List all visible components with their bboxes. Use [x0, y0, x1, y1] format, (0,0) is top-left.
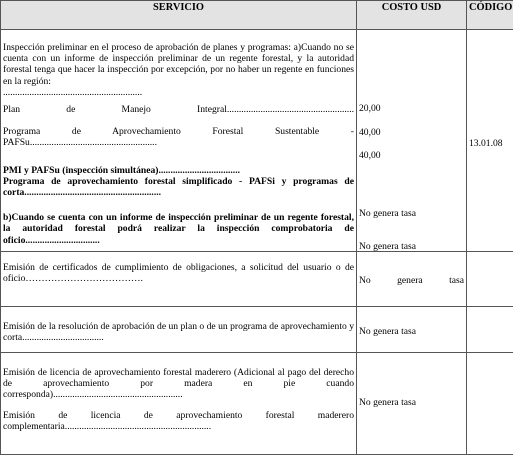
- resolucion-label: Emisión de la resolución de aprobación de un plan o de un programa de aprovechamiento y corta..................................: [3, 321, 354, 343]
- programa-label: Programa de Aprovechamiento Forestal Sustentable - PAFSu.....................................................: [3, 126, 354, 148]
- cost-first: 20,00: [359, 103, 381, 114]
- licencia-label: Emisión de licencia de aprovechamiento forestal maderero (Adicional al pago del derecho de aprovechamiento por madera en pie cuando corresponda)......................................................: [3, 367, 354, 401]
- service-code: 13.01.08: [469, 138, 503, 149]
- regente-informe-label: b)Cuando se cuenta con un informe de inspección preliminar de un regente forestal, la autoridad forestal podrá realizar la inspección comprobatoria de oficio...............................: [3, 212, 354, 246]
- service-cell: [1, 252, 357, 307]
- cost-cell: [357, 30, 467, 252]
- code-cell: [467, 30, 513, 252]
- inspection-intro-dots: ..........................................................: [3, 87, 183, 98]
- service-cell: [1, 307, 357, 353]
- service-cell: [1, 30, 357, 252]
- cost-cell: [357, 252, 467, 307]
- service-cell: [1, 353, 357, 455]
- code-cell: [467, 353, 513, 455]
- pmi-label: PMI y PAFSu (inspección simultánea)..................................: [3, 165, 354, 176]
- cost-cell: [357, 307, 467, 353]
- plan-manejo-label: Plan de Manejo Integral.....................................................: [3, 104, 354, 115]
- code-cell: [467, 307, 513, 353]
- licencia-complementaria-label: Emisión de licencia de aprovechamiento forestal maderero complementaria.............................................................: [3, 410, 354, 432]
- header-codigo: CÓDIGO: [467, 1, 513, 30]
- cost-cell: [357, 353, 467, 455]
- resolucion-cost: No genera tasa: [359, 326, 464, 337]
- cost-pafsi: No genera tasa: [359, 208, 416, 219]
- pafsi-label: Programa de aprovechamiento forestal simplificado - PAFSi y programas de corta.........................................................: [3, 176, 354, 198]
- table-header-row: [1, 1, 513, 30]
- header-servicio: SERVICIO: [1, 1, 357, 30]
- certificados-label: Emisión de certificados de cumplimiento de obligaciones, a solicitud del usuario o de oficio……………………………….: [3, 262, 354, 284]
- header-costo: COSTO USD: [357, 1, 467, 30]
- licencia-cost: No genera tasa: [359, 397, 464, 408]
- cost-programa: 40,00: [359, 150, 381, 161]
- table-row: [1, 307, 513, 353]
- certificados-cost: No genera tasa: [359, 275, 464, 286]
- table-row: [1, 252, 513, 307]
- table-row: [1, 30, 513, 252]
- cost-plan-manejo: 40,00: [359, 127, 381, 138]
- cost-regente: No genera tasa: [359, 241, 416, 252]
- inspection-intro: Inspección preliminar en el proceso de aprobación de planes y programas: a)Cuando no se cuenta con un informe de inspección preliminar de un regente forestal, y la autoridad forestal tenga que hacer la inspección por excepción, por no haber un regente en funciones en la región:: [3, 42, 354, 87]
- code-cell: [467, 252, 513, 307]
- table-row: [1, 353, 513, 455]
